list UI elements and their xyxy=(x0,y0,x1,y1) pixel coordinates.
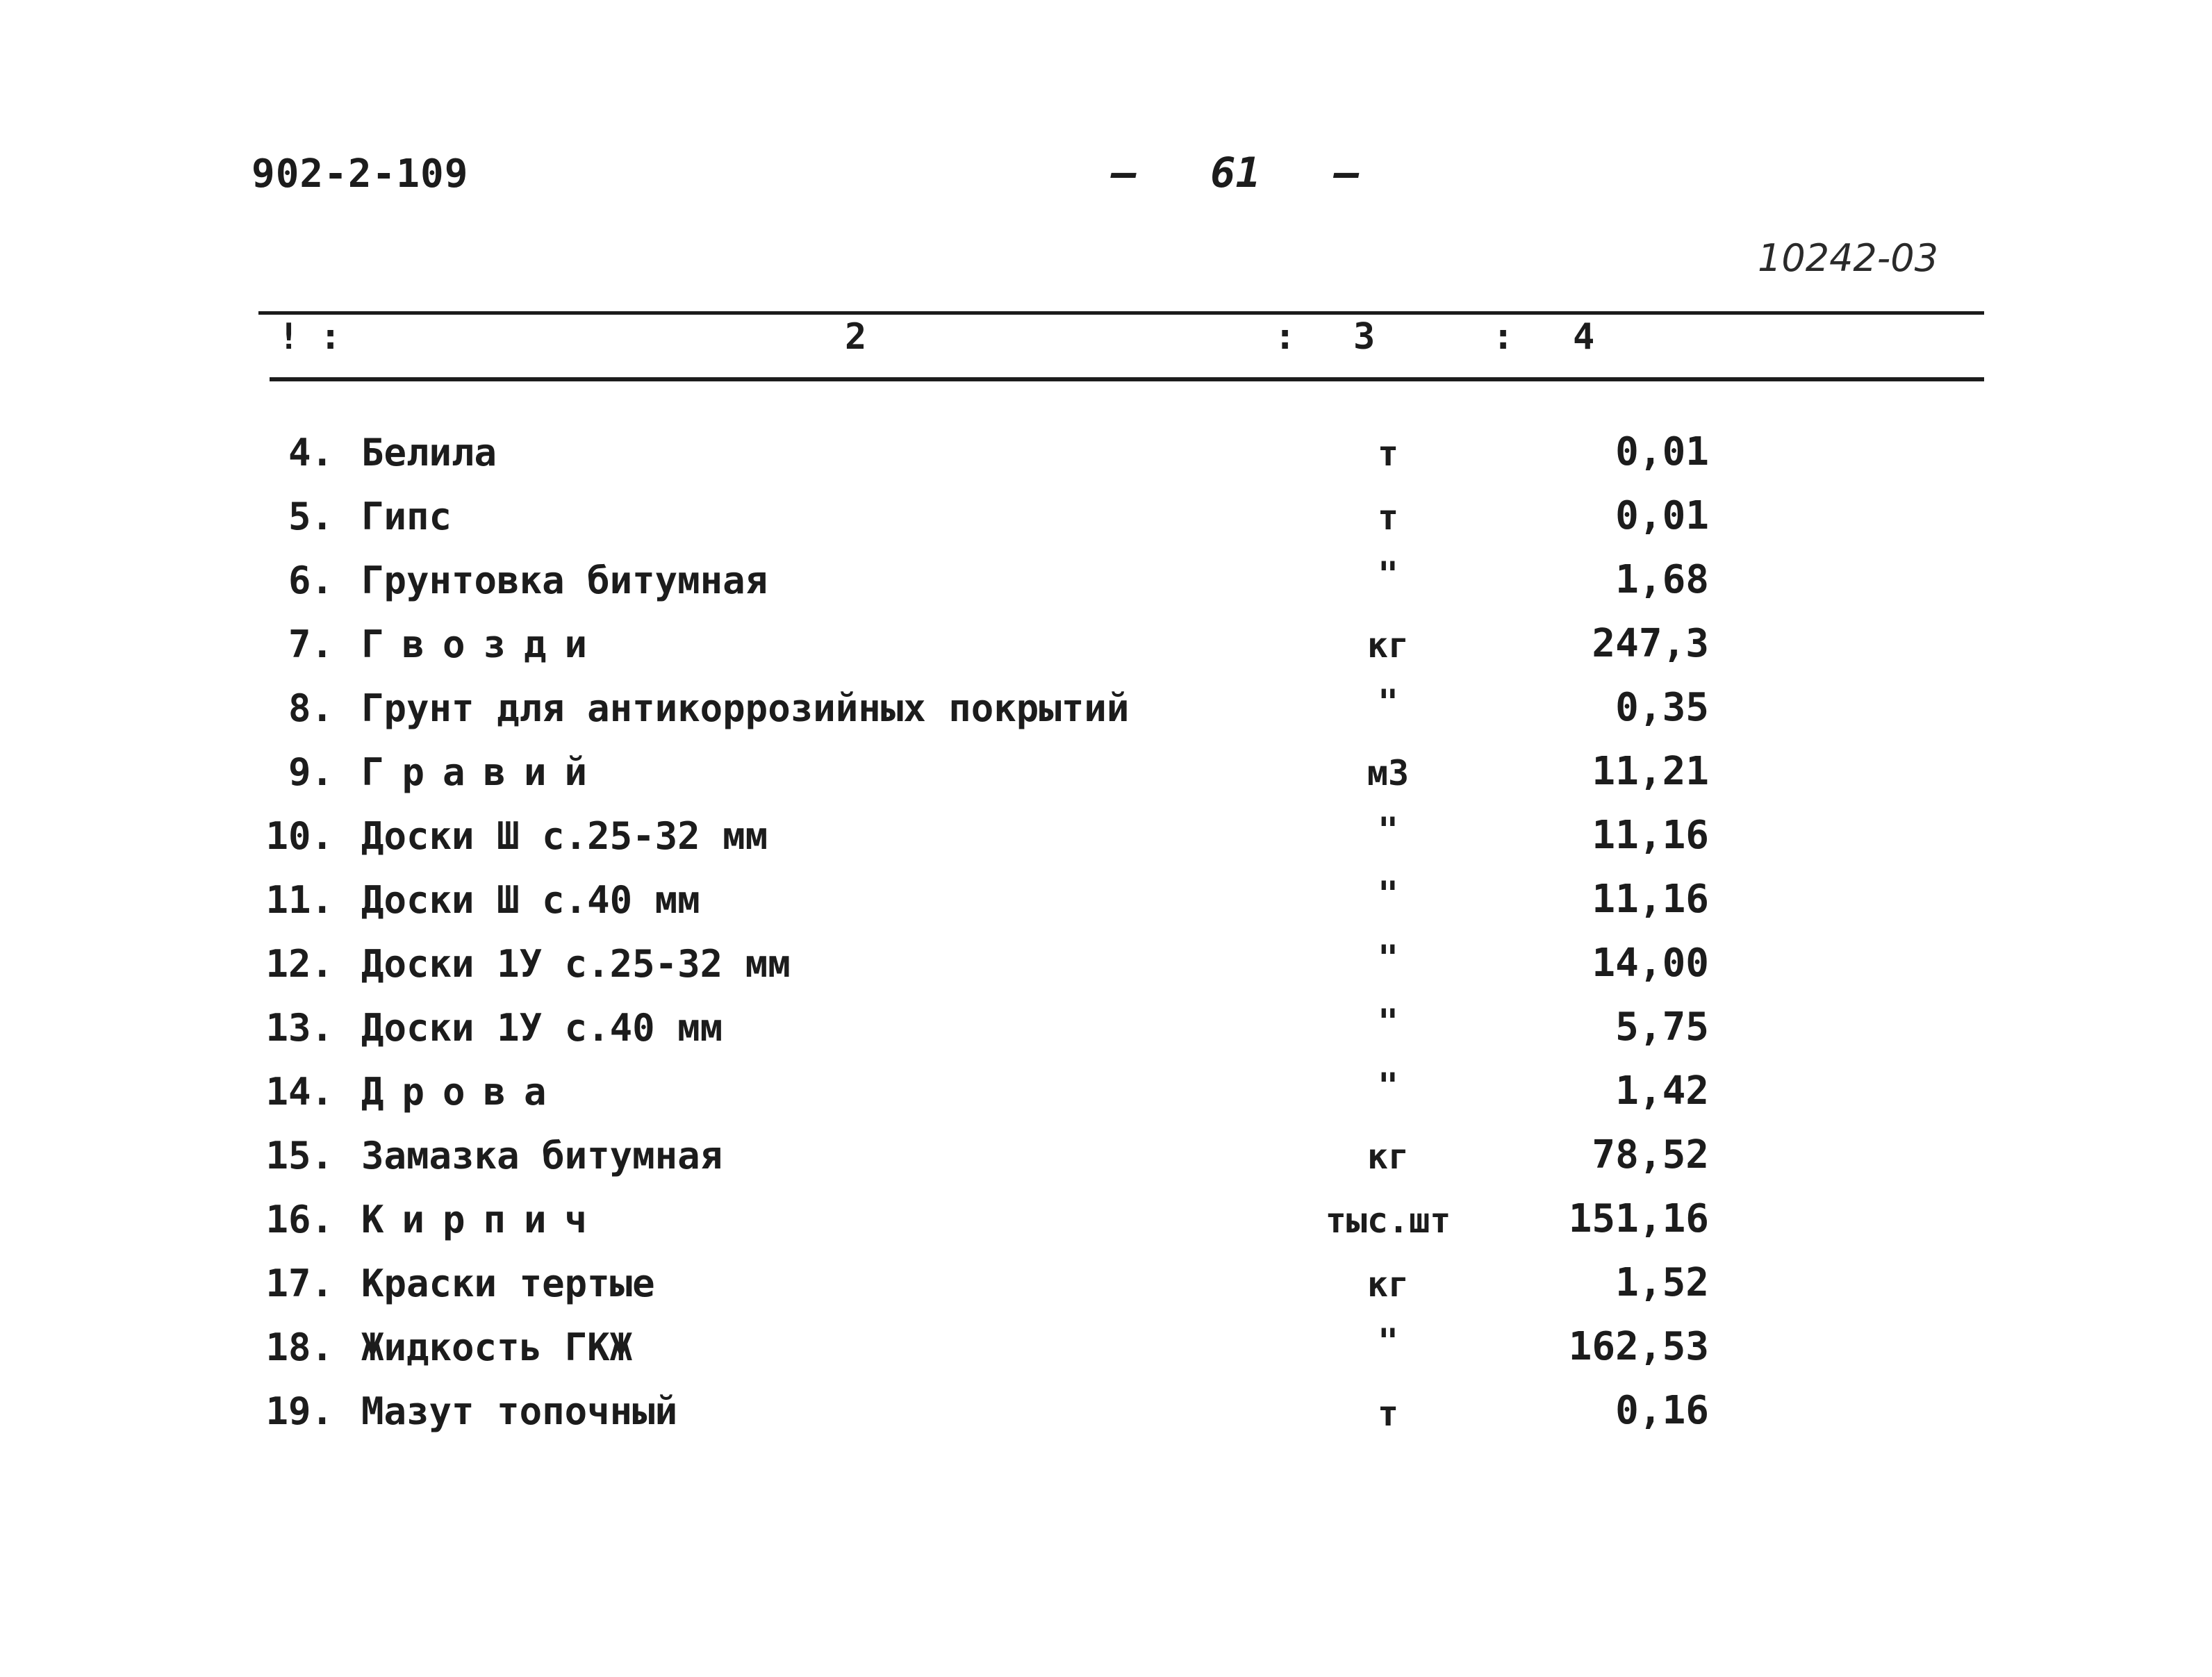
document-code: 902-2-109 xyxy=(251,151,469,197)
row-name: Кирпич xyxy=(361,1198,606,1241)
page-dash-left: – xyxy=(1112,149,1137,197)
row-number: 7. xyxy=(288,622,333,666)
archive-number: 10242-03 xyxy=(1758,236,1938,280)
table-header-rule xyxy=(270,377,1984,381)
row-name: Гравий xyxy=(361,750,606,794)
column-header-2: 2 xyxy=(845,316,867,358)
row-unit: " xyxy=(1377,554,1399,595)
row-number: 15. xyxy=(265,1134,333,1178)
column-header-4: 4 xyxy=(1573,316,1595,358)
row-unit: " xyxy=(1377,1066,1399,1106)
row-number: 12. xyxy=(265,942,333,986)
row-quantity: 0,16 xyxy=(1615,1388,1709,1433)
row-unit: " xyxy=(1377,682,1399,722)
row-quantity: 162,53 xyxy=(1568,1324,1709,1369)
row-name: Дрова xyxy=(361,1070,565,1114)
row-name: Доски Ш с.25-32 мм xyxy=(361,814,768,858)
row-quantity: 247,3 xyxy=(1592,621,1709,666)
row-quantity: 11,16 xyxy=(1592,877,1709,922)
row-quantity: 151,16 xyxy=(1568,1196,1709,1241)
row-quantity: 1,52 xyxy=(1615,1260,1709,1305)
row-number: 9. xyxy=(288,750,333,794)
row-name: Доски Ш с.40 мм xyxy=(361,878,700,922)
row-quantity: 1,42 xyxy=(1615,1068,1709,1114)
row-quantity: 11,21 xyxy=(1592,749,1709,794)
table-top-rule xyxy=(258,311,1984,315)
row-name: Грунтовка битумная xyxy=(361,559,768,602)
row-name: Мазут топочный xyxy=(361,1389,678,1433)
row-number: 13. xyxy=(265,1006,333,1050)
row-unit: т xyxy=(1377,1394,1399,1434)
page-number-block xyxy=(1112,149,1360,197)
row-quantity: 0,01 xyxy=(1615,429,1709,474)
row-unit: " xyxy=(1377,874,1399,914)
row-number: 17. xyxy=(265,1262,333,1305)
row-unit: кг xyxy=(1367,1264,1410,1305)
row-name: Гвозди xyxy=(361,622,606,666)
row-unit: кг xyxy=(1367,625,1410,666)
row-unit: кг xyxy=(1367,1137,1410,1177)
row-name: Доски 1У с.25-32 мм xyxy=(361,942,791,986)
row-unit: м3 xyxy=(1367,753,1410,793)
row-quantity: 14,00 xyxy=(1592,941,1709,986)
row-unit: т xyxy=(1377,497,1399,538)
row-unit: т xyxy=(1377,433,1399,474)
row-name: Грунт для антикоррозийных покрытий xyxy=(361,686,1130,730)
column-separator-3: : xyxy=(1274,316,1296,358)
row-quantity: 11,16 xyxy=(1592,813,1709,858)
row-quantity: 78,52 xyxy=(1592,1132,1709,1178)
row-quantity: 0,01 xyxy=(1615,493,1709,538)
row-name: Белила xyxy=(361,431,497,474)
page-dash-right: – xyxy=(1334,149,1360,197)
row-number: 18. xyxy=(265,1325,333,1369)
row-name: Жидкость ГКЖ xyxy=(361,1325,633,1369)
row-number: 11. xyxy=(265,878,333,922)
row-number: 10. xyxy=(265,814,333,858)
column-header-3: 3 xyxy=(1353,316,1376,358)
row-number: 19. xyxy=(265,1389,333,1433)
row-unit: " xyxy=(1377,938,1399,978)
row-name: Гипс xyxy=(361,495,452,538)
row-number: 8. xyxy=(288,686,333,730)
row-unit: " xyxy=(1377,1321,1399,1362)
row-quantity: 1,68 xyxy=(1615,557,1709,602)
column-separator-2: : xyxy=(320,316,342,358)
row-number: 14. xyxy=(265,1070,333,1114)
row-number: 4. xyxy=(288,431,333,474)
page-number: 61 xyxy=(1210,149,1261,197)
row-unit: тыс.шт xyxy=(1325,1200,1451,1241)
row-number: 16. xyxy=(265,1198,333,1241)
row-unit: " xyxy=(1377,1002,1399,1042)
row-number: 5. xyxy=(288,495,333,538)
row-number: 6. xyxy=(288,559,333,602)
row-name: Краски тертые xyxy=(361,1262,655,1305)
column-separator-1: ! xyxy=(278,316,300,358)
column-separator-4: : xyxy=(1492,316,1514,358)
row-unit: " xyxy=(1377,810,1399,850)
row-name: Доски 1У с.40 мм xyxy=(361,1006,723,1050)
row-quantity: 5,75 xyxy=(1615,1005,1709,1050)
row-quantity: 0,35 xyxy=(1615,685,1709,730)
row-name: Замазка битумная xyxy=(361,1134,723,1178)
